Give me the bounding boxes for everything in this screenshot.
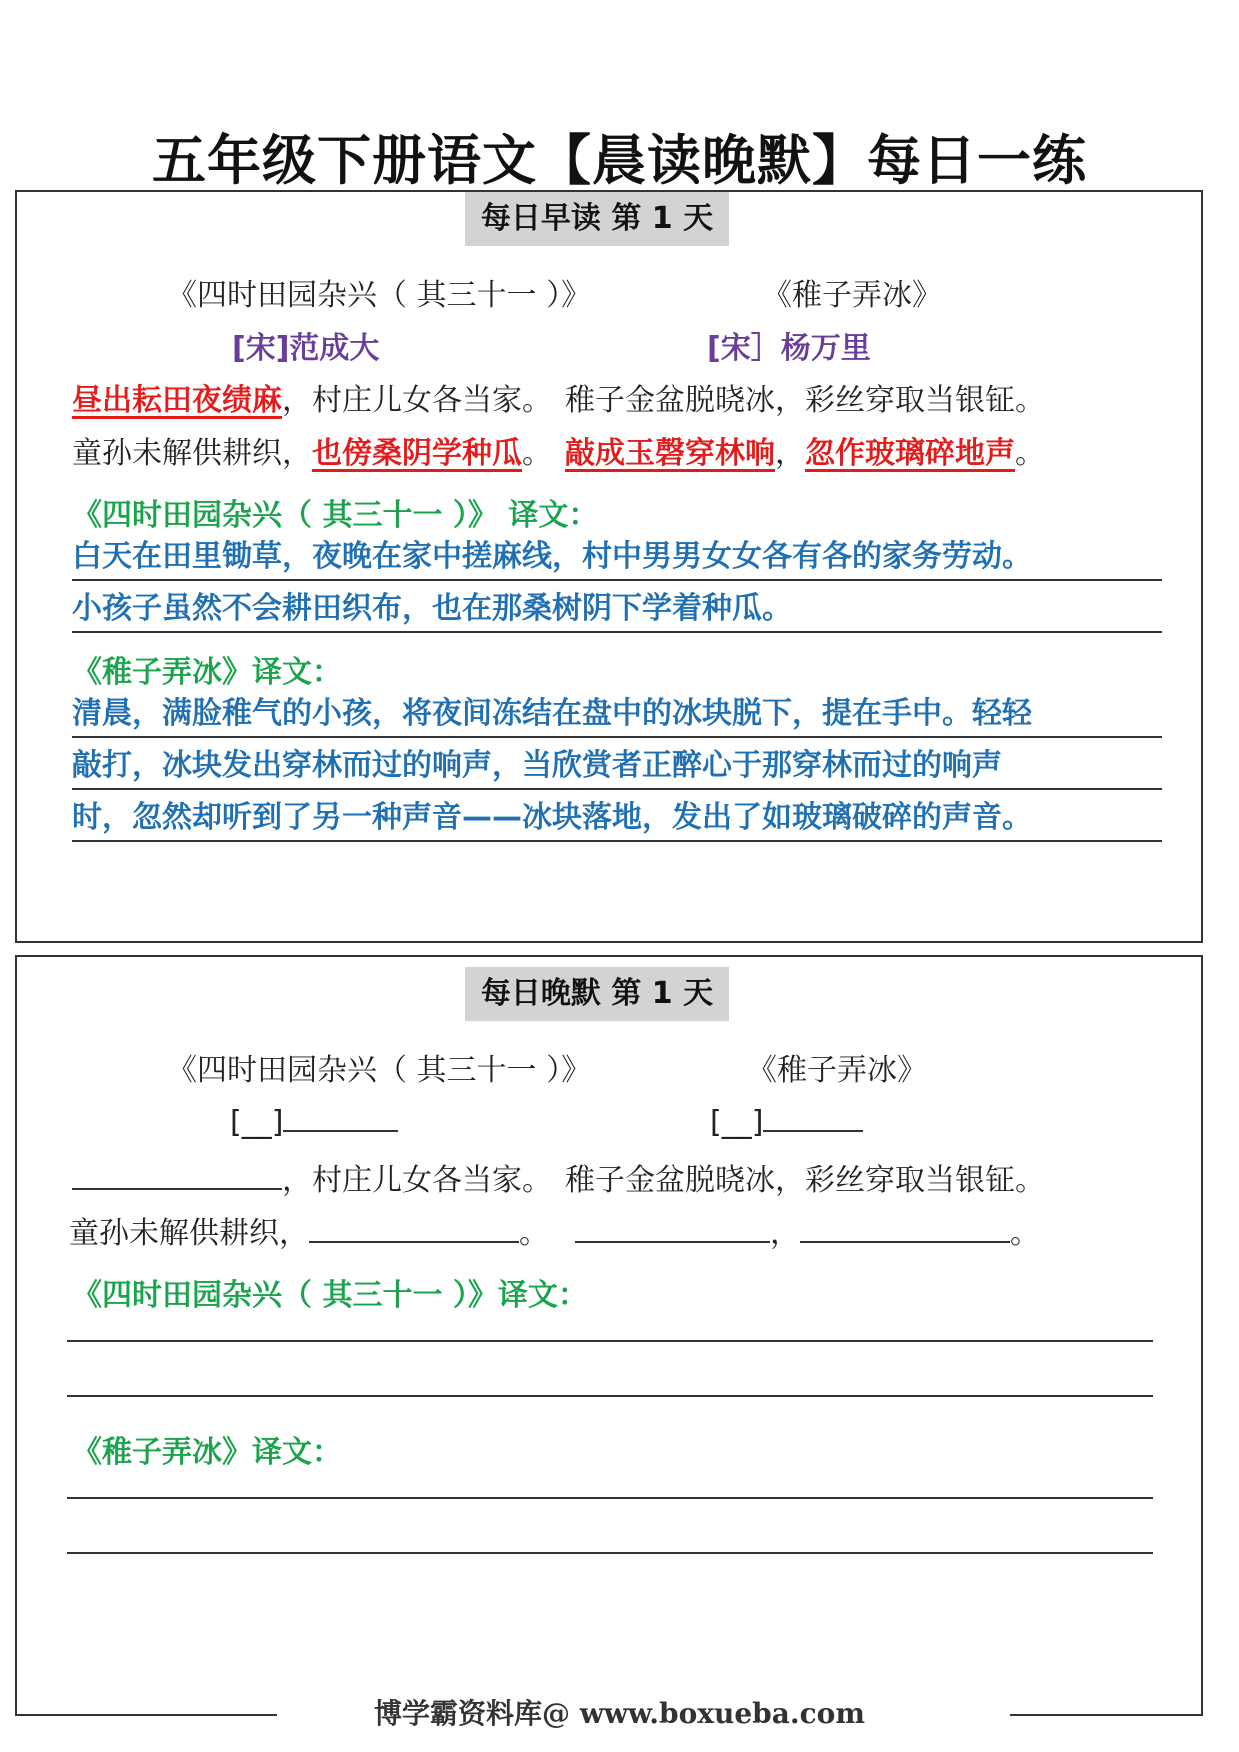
poem2-dictation-line-1: 稚子金盆脱晓冰，彩丝穿取当银钲。 xyxy=(565,1163,1045,1198)
verse-line-1 xyxy=(72,375,552,419)
verse-text: ，村庄儿女各当家。 xyxy=(282,1163,552,1198)
poem2-title: 《稚子弄冰》 xyxy=(747,1053,927,1088)
author-blank[interactable] xyxy=(763,1100,863,1132)
translation1-label: 《四时田园杂兴（ 其三十一 ）》 译文： xyxy=(72,498,599,533)
poem2-verse-line-2 xyxy=(565,428,1045,472)
verse-punct: ， xyxy=(770,1216,800,1251)
author-blank[interactable] xyxy=(283,1100,398,1132)
verse-text: ，村庄儿女各当家。 xyxy=(282,383,552,418)
poem2-author: [宋］杨万里 xyxy=(707,331,871,366)
verse-punct: 。 xyxy=(519,1216,549,1251)
author-bracket: [__] xyxy=(230,1105,284,1140)
evening-heading: 每日晚默 第 1 天 xyxy=(465,967,729,1021)
answer-line[interactable] xyxy=(67,1395,1153,1397)
verse-highlight: 忽作玻璃碎地声 xyxy=(805,436,1015,471)
verse-highlight: 敲成玉磬穿林响 xyxy=(565,436,775,471)
dictation-line-1 xyxy=(72,1155,552,1199)
morning-reading-section xyxy=(15,190,1203,943)
poem2-title: 《稚子弄冰》 xyxy=(762,278,942,313)
verse-punct: ， xyxy=(775,436,805,471)
poem1-title: 《四时田园杂兴（ 其三十一 ）》 xyxy=(167,278,592,313)
verse-punct: 。 xyxy=(1010,1216,1040,1251)
verse-blank[interactable] xyxy=(309,1211,519,1243)
dictation-line-2 xyxy=(69,1208,549,1252)
verse-blank[interactable] xyxy=(800,1211,1010,1243)
answer-line[interactable] xyxy=(67,1340,1153,1342)
morning-heading: 每日早读 第 1 天 xyxy=(465,192,729,246)
translation2-label: 《稚子弄冰》译文： xyxy=(72,655,342,690)
author-bracket: [__] xyxy=(710,1105,764,1140)
page-title: 五年级下册语文【晨读晚默】每日一练 xyxy=(152,129,1087,192)
translation1-line: 白天在田里锄草，夜晚在家中搓麻线，村中男男女女各有各的家务劳动。 xyxy=(72,535,1162,581)
translation2-line: 时，忽然却听到了另一种声音——冰块落地，发出了如玻璃破碎的声音。 xyxy=(72,796,1162,842)
verse-text: 童孙未解供耕织， xyxy=(69,1216,309,1251)
poem1-author-blank[interactable] xyxy=(230,1100,398,1140)
translation1-line: 小孩子虽然不会耕田织布，也在那桑树阴下学着种瓜。 xyxy=(72,587,1162,633)
poem2-dictation-line-2 xyxy=(575,1208,1040,1252)
poem2-author-blank[interactable] xyxy=(710,1100,863,1140)
answer-line[interactable] xyxy=(67,1497,1153,1499)
verse-line-2 xyxy=(72,428,552,472)
answer-line[interactable] xyxy=(67,1552,1153,1554)
verse-highlight: 也傍桑阴学种瓜 xyxy=(312,436,522,471)
verse-punct: 。 xyxy=(1015,436,1045,471)
poem1-title: 《四时田园杂兴（ 其三十一 ）》 xyxy=(167,1053,592,1088)
verse-blank[interactable] xyxy=(72,1158,282,1190)
verse-text: 童孙未解供耕织， xyxy=(72,436,312,471)
translation2-line: 清晨，满脸稚气的小孩，将夜间冻结在盘中的冰块脱下，提在手中。轻轻 xyxy=(72,692,1162,738)
evening-dictation-section xyxy=(15,955,1203,1715)
translation2-label: 《稚子弄冰》译文： xyxy=(72,1435,342,1470)
footer-watermark: 博学霸资料库@ www.boxueba.com xyxy=(374,1697,865,1730)
verse-highlight: 昼出耘田夜绩麻 xyxy=(72,383,282,418)
translation2-line: 敲打，冰块发出穿林而过的响声，当欣赏者正醉心于那穿林而过的响声 xyxy=(72,744,1162,790)
verse-punct: 。 xyxy=(522,436,552,471)
poem1-author: [宋]范成大 xyxy=(232,331,380,366)
poem2-verse-line-1: 稚子金盆脱晓冰，彩丝穿取当银钲。 xyxy=(565,383,1045,418)
translation1-label: 《四时田园杂兴（ 其三十一 ）》译文： xyxy=(72,1278,588,1313)
verse-blank[interactable] xyxy=(575,1211,770,1243)
